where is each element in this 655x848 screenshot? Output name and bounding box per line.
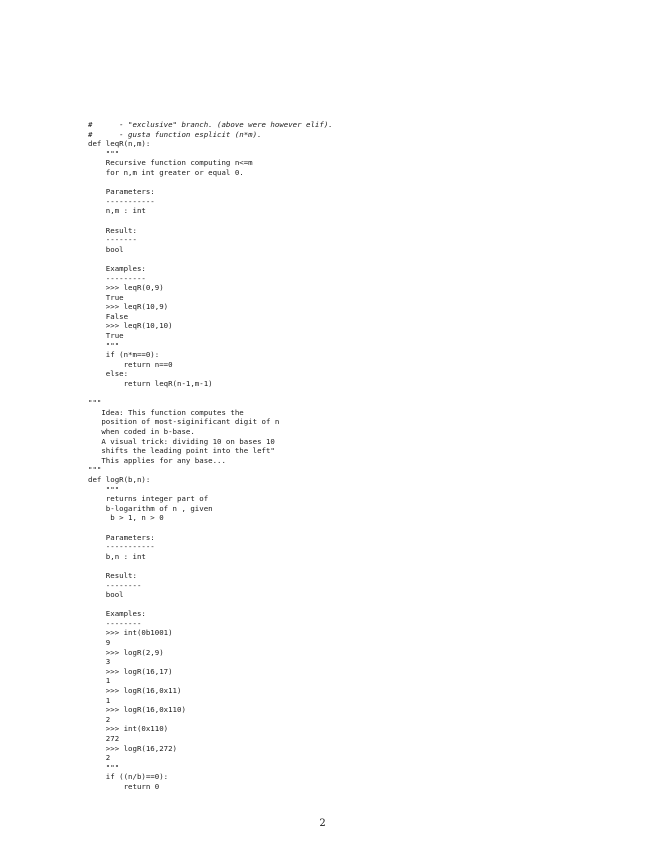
code-line	[88, 216, 333, 226]
code-line: return n==0	[88, 359, 173, 369]
code-line: --------	[88, 618, 142, 628]
code-line: >>> int(0x110)	[88, 724, 169, 734]
code-line: True	[88, 331, 124, 341]
code-line: b > 1, n > 0	[88, 513, 164, 523]
code-listing	[88, 120, 333, 792]
code-line: Parameters:	[88, 187, 155, 197]
code-line: return leqR(n-1,m-1)	[88, 379, 213, 389]
code-line: 2	[88, 753, 111, 763]
code-line: A visual trick: dividing 10 on bases 10	[88, 436, 275, 446]
code-line: -------	[88, 235, 137, 245]
code-line	[88, 523, 333, 533]
code-line: Result:	[88, 570, 137, 580]
code-line: shifts the leading point into the left"	[88, 446, 275, 456]
code-line: Idea: This function computes the	[88, 407, 244, 417]
code-line: ---------	[88, 273, 146, 283]
code-line: -----------	[88, 196, 155, 206]
code-line: """	[88, 398, 102, 408]
code-line	[88, 389, 333, 399]
code-line: """	[88, 148, 120, 158]
code-line: Examples:	[88, 263, 146, 273]
code-line: False	[88, 311, 129, 321]
code-line: else:	[88, 369, 129, 379]
code-line: >>> leqR(10,9)	[88, 302, 169, 312]
code-line: >>> logR(16,0x11)	[88, 686, 182, 696]
code-line: Parameters:	[88, 532, 155, 542]
code-line	[88, 254, 333, 264]
code-line: 1	[88, 695, 111, 705]
code-line: Result:	[88, 225, 137, 235]
code-line: return 0	[88, 781, 160, 791]
code-line: 3	[88, 657, 111, 667]
page-number: 2	[319, 818, 326, 829]
code-line: # - gusta function esplicit (n*m).	[88, 129, 262, 139]
code-line: """	[88, 340, 120, 350]
code-line: # - "exclusive" branch. (above were however elif).	[88, 120, 333, 129]
code-line: for n,m int greater or equal 0.	[88, 167, 244, 177]
code-line: 1	[88, 676, 111, 686]
code-line: if ((n/b)==0):	[88, 772, 169, 782]
code-line: 2	[88, 714, 111, 724]
code-line: position of most-siginificant digit of n	[88, 417, 280, 427]
code-line: when coded in b-base.	[88, 427, 195, 436]
code-line: if (n*m==0):	[88, 350, 160, 360]
code-line: b-logarithm of n , given	[88, 503, 213, 513]
code-line: def logR(b,n):	[88, 474, 151, 484]
code-line: b,n : int	[88, 551, 146, 561]
code-line: --------	[88, 580, 142, 590]
code-line: -----------	[88, 542, 155, 552]
code-line	[88, 561, 333, 571]
code-line: """	[88, 484, 120, 494]
code-line: 272	[88, 734, 120, 743]
code-line: bool	[88, 590, 124, 600]
code-line	[88, 178, 333, 188]
code-line: Examples:	[88, 609, 146, 619]
code-line: """	[88, 465, 102, 475]
code-line	[88, 600, 333, 610]
code-line: >>> leqR(10,10)	[88, 321, 173, 331]
code-line: n,m : int	[88, 206, 146, 216]
code-line: >>> leqR(0,9)	[88, 283, 164, 293]
code-line: This applies for any base...	[88, 455, 226, 465]
code-line: >>> logR(2,9)	[88, 647, 164, 657]
code-line: bool	[88, 244, 124, 254]
code-line: True	[88, 292, 124, 302]
code-line: >>> logR(16,272)	[88, 743, 177, 753]
code-line: returns integer part of	[88, 494, 209, 504]
code-line: """	[88, 762, 120, 772]
code-line: Recursive function computing n<=m	[88, 158, 253, 168]
code-line: >>> int(0b1001)	[88, 628, 173, 638]
code-line: def leqR(n,m):	[88, 139, 151, 149]
code-line: 9	[88, 638, 111, 648]
code-line: >>> logR(16,17)	[88, 666, 173, 676]
code-line: >>> logR(16,0x110)	[88, 705, 186, 715]
